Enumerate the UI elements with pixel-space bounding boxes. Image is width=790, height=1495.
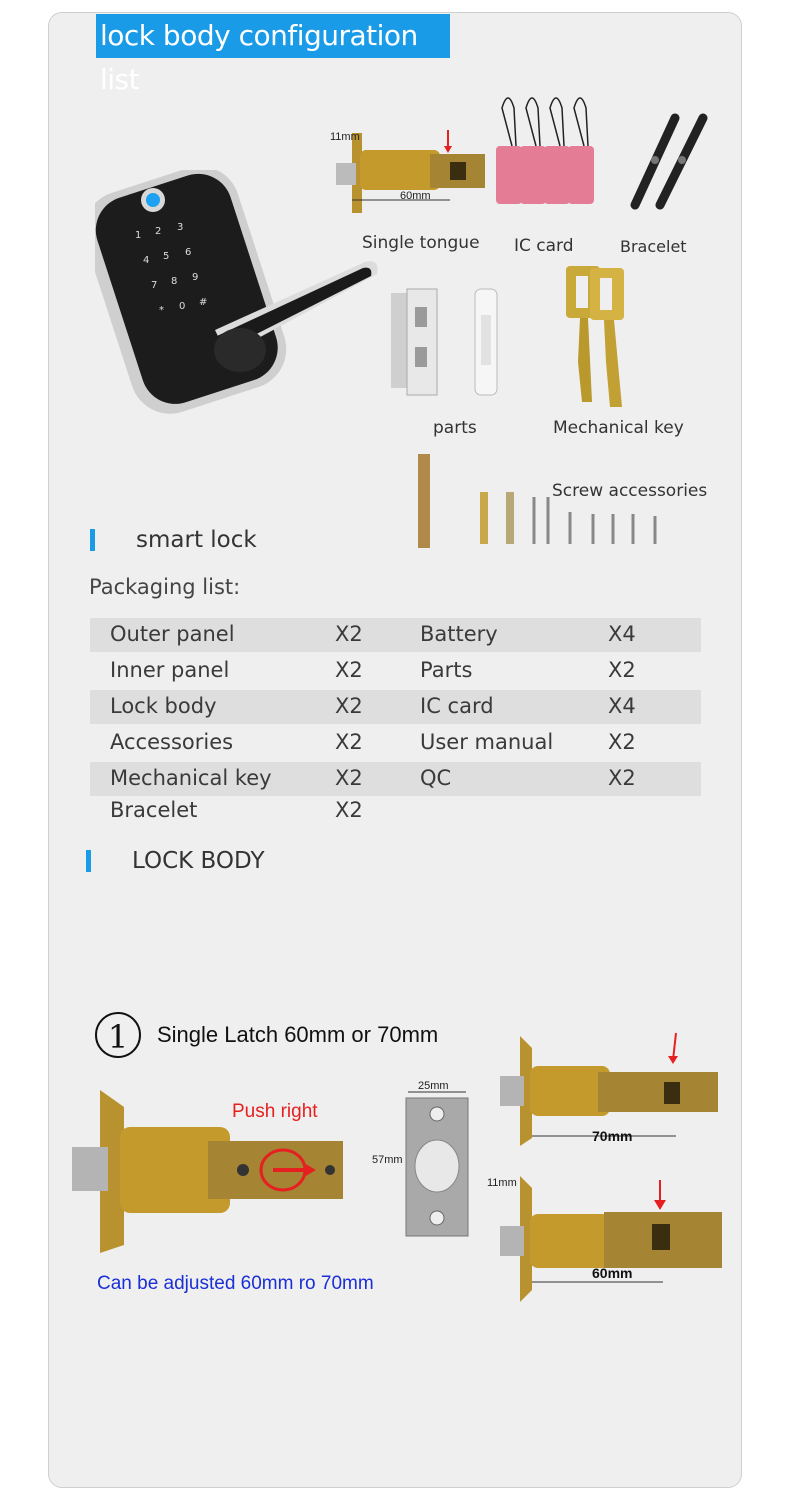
parts-label: parts bbox=[433, 418, 477, 438]
item-qty: X2 bbox=[335, 622, 363, 646]
item-name: Lock body bbox=[110, 694, 217, 718]
svg-text:6: 6 bbox=[185, 247, 192, 258]
table-row bbox=[90, 726, 701, 760]
item-name: Accessories bbox=[110, 730, 234, 754]
item-name: Bracelet bbox=[110, 798, 198, 822]
item-name: User manual bbox=[420, 730, 554, 754]
step-number: 1 bbox=[95, 1012, 141, 1058]
svg-text:*: * bbox=[159, 305, 164, 316]
latch-11-label: 11mm bbox=[487, 1177, 517, 1189]
svg-text:2: 2 bbox=[155, 226, 162, 237]
screw-accessories-image bbox=[410, 452, 670, 552]
table-row bbox=[90, 794, 701, 828]
latch-size-label: 11mm bbox=[330, 131, 360, 143]
plate-height-label: 57mm bbox=[372, 1154, 403, 1166]
single-tongue-label: Single tongue bbox=[362, 233, 480, 253]
svg-text:#: # bbox=[199, 297, 208, 308]
item-name: Inner panel bbox=[110, 658, 230, 682]
mechanical-key-image bbox=[560, 262, 650, 412]
item-name: Mechanical key bbox=[110, 766, 272, 790]
item-qty: X2 bbox=[335, 766, 363, 790]
strike-plate-image bbox=[400, 1090, 475, 1240]
item-name: QC bbox=[420, 766, 452, 790]
latch-width-label: 60mm bbox=[400, 190, 431, 202]
adjust-note: Can be adjusted 60mm ro 70mm bbox=[97, 1273, 374, 1294]
screw-accessories-label: Screw accessories bbox=[552, 481, 708, 501]
item-qty: X2 bbox=[608, 658, 636, 682]
push-right-note: Push right bbox=[232, 1101, 318, 1122]
lock-body-title: LOCK BODY bbox=[132, 848, 265, 874]
table-row bbox=[90, 690, 701, 724]
svg-text:1: 1 bbox=[135, 230, 142, 241]
item-qty: X2 bbox=[608, 730, 636, 754]
svg-text:7: 7 bbox=[151, 280, 158, 291]
plate-width-label: 25mm bbox=[418, 1080, 449, 1092]
item-name: Battery bbox=[420, 622, 498, 646]
svg-text:8: 8 bbox=[171, 276, 178, 287]
smart-lock-title: smart lock bbox=[136, 527, 257, 553]
svg-text:4: 4 bbox=[143, 255, 150, 266]
item-qty: X4 bbox=[608, 622, 636, 646]
ic-card-image bbox=[490, 88, 600, 208]
table-row bbox=[90, 618, 701, 652]
item-qty: X2 bbox=[335, 798, 363, 822]
table-row bbox=[90, 654, 701, 688]
item-qty: X2 bbox=[335, 694, 363, 718]
parts-image bbox=[385, 285, 510, 400]
item-name: IC card bbox=[420, 694, 494, 718]
svg-text:9: 9 bbox=[192, 272, 199, 283]
latch-70-label: 70mm bbox=[592, 1128, 633, 1144]
svg-text:5: 5 bbox=[163, 251, 170, 262]
section-marker bbox=[86, 850, 91, 872]
packaging-list-label: Packaging list: bbox=[89, 575, 241, 599]
section-marker bbox=[90, 529, 95, 551]
ic-card-label: IC card bbox=[514, 236, 574, 256]
bracelet-label: Bracelet bbox=[620, 237, 687, 256]
item-qty: X2 bbox=[335, 658, 363, 682]
item-qty: X4 bbox=[608, 694, 636, 718]
item-qty: X2 bbox=[608, 766, 636, 790]
latch-title: Single Latch 60mm or 70mm bbox=[157, 1022, 439, 1047]
item-name: Outer panel bbox=[110, 622, 235, 646]
table-row bbox=[90, 762, 701, 796]
latch-60mm-image bbox=[498, 1170, 730, 1305]
latch-60-label: 60mm bbox=[592, 1265, 633, 1281]
svg-text:3: 3 bbox=[177, 222, 184, 233]
item-name: Parts bbox=[420, 658, 473, 682]
item-qty: X2 bbox=[335, 730, 363, 754]
mechanical-key-label: Mechanical key bbox=[553, 418, 684, 438]
bracelet-image bbox=[625, 110, 715, 215]
svg-text:0: 0 bbox=[179, 301, 186, 312]
page-title: lock body configuration list bbox=[96, 14, 450, 58]
